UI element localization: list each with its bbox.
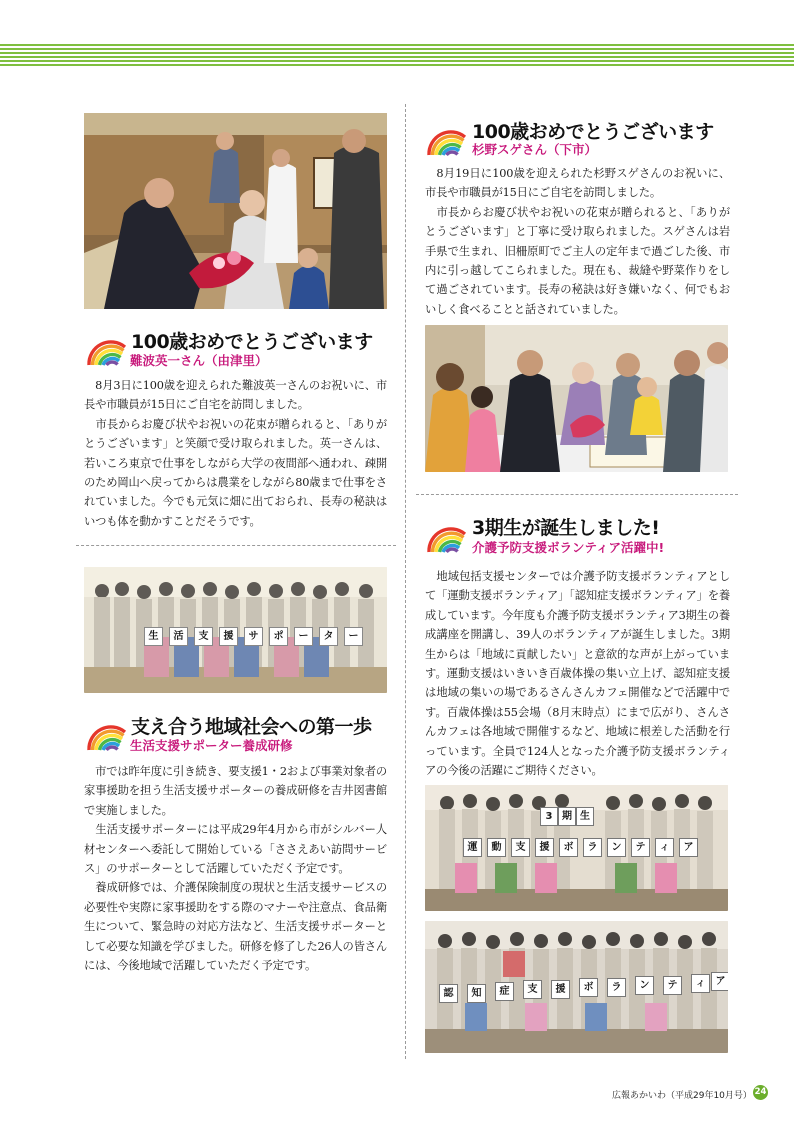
rainbow-icon (85, 708, 129, 752)
page-number: 24 (753, 1085, 768, 1100)
article-subtitle: 難波英一さん（由津里） (130, 353, 268, 368)
header-stripes (0, 44, 794, 66)
sign-card: 援 (551, 980, 570, 999)
article-title: 100歳おめでとうございます (472, 121, 714, 143)
rainbow-icon (425, 510, 469, 554)
sign-card: ア (711, 972, 728, 991)
photo-supporter-group (84, 567, 387, 693)
sign-card: サ (244, 627, 263, 646)
sign-card: 期 (558, 807, 576, 826)
sign-card: 動 (487, 838, 506, 857)
sign-card: 症 (495, 982, 514, 1001)
section-divider-right (416, 494, 738, 495)
sign-card: 援 (535, 838, 554, 857)
sign-card: ボ (579, 978, 598, 997)
sign-card: 生 (576, 807, 594, 826)
article-subtitle: 生活支援サポーター養成研修 (130, 738, 293, 753)
sign-card: 活 (169, 627, 188, 646)
sign-card: ィ (655, 838, 674, 857)
article-body: 8月19日に100歳を迎えられた杉野スゲさんのお祝いに、市長や市職員が15日にご自宅を訪問しました。 市長からお慶び状やお祝いの花束が贈られると、「ありがとうございます」と丁寧に受け取られました。スゲさんは岩手県で生まれ、旧柵原町でご主人の定年まで過ごした後、市内に引っ越してこられました。現在も、裁縫や野菜作りをして過ごされています。長寿の秘訣は好き嫌いなく、何でもおいしく食べることと話されていました。 (425, 167, 730, 316)
sign-card: 知 (467, 984, 486, 1003)
sign-card: ー (344, 627, 363, 646)
sign-card: 支 (523, 980, 542, 999)
sign-card: 3 (540, 807, 558, 826)
photo-sugino-visit (425, 325, 728, 472)
sign-card: 援 (219, 627, 238, 646)
photo-namba-visit (84, 113, 387, 309)
article-title: 3期生が誕生しました! (472, 517, 660, 539)
article-title: 100歳おめでとうございます (131, 331, 373, 353)
sign-card: 生 (144, 627, 163, 646)
sign-card: テ (631, 838, 650, 857)
sign-card: ラ (583, 838, 602, 857)
article-title: 支え合う地域社会への第一歩 (131, 716, 372, 738)
sign-card: ィ (691, 974, 710, 993)
sign-card: 支 (194, 627, 213, 646)
sign-card: 運 (463, 838, 482, 857)
article-body: 地域包括支援センターでは介護予防支援ボランティアとして「運動支援ボランティア」「認知症支援ボランティア」を養成しています。今年度も介護予防支援ボランティア3期生の養成講座を開講し、39人のボランティアが誕生しました。3期生からは「地域に貢献したい」と意欲的な声が上がっています。運動支援はいきいき百歳体操の集い立上げ、認知症支援は地域の集いの場であるさんさんカフェ開催などで活躍中です。百歳体操は55会場（8月末時点）にまで広がり、さんさんカフェは各地域で開催するなど、地域に根差した活動を行っています。全員で124人となった介護予防支援ボランティアの今後の活躍にご期待ください。 (425, 570, 730, 778)
article-subtitle: 介護予防支援ボランティア活躍中! (472, 540, 665, 555)
photo-dementia-volunteers (425, 921, 728, 1053)
sign-card: ア (679, 838, 698, 857)
article-body: 市では昨年度に引き続き、要支援1・2および事業対象者の家事援助を担う生活支援サポーターの養成研修を吉井図書館で実施しました。 生活支援サポーターには平成29年4月から市がシルバー人材センターへ委託して開始している「ささえあい訪問サービス」のサポーターとして活躍していただく予定です。 養成研修では、介護保険制度の現状と生活支援サービスの必要性や実際に家事援助をする際のマナーや注意点、食品衛生について、緊急時の対応方法など、生活支援サポーターとして必要な知識を学びました。研修を修了した26人の皆さんには、今後地域で活躍していただく予定です。 (84, 765, 387, 973)
article-subtitle: 杉野スゲさん（下市） (472, 142, 598, 157)
sign-card: ボ (559, 838, 578, 857)
section-divider-left (76, 545, 396, 546)
footer-publication: 広報あかいわ（平成29年10月号） (612, 1091, 752, 1101)
article-body: 8月3日に100歳を迎えられた難波英一さんのお祝いに、市長や市職員が15日にご自宅を訪問しました。 市長からお慶び状やお祝いの花束が贈られると、「ありがとうございます」と笑顔で受け取られました。英一さんは、若いころ東京で仕事をしながら大学の夜間部へ通われ、疎開のため岡山へ戻ってからは農業をしながら80歳まで仕事をされていました。今でも元気に畑に出ておられ、長寿の秘訣はいつも体を動かすことだそうです。 (84, 379, 387, 528)
sign-card: ン (635, 976, 654, 995)
sign-card: 認 (439, 984, 458, 1003)
sign-card: ポ (269, 627, 288, 646)
sign-card: ラ (607, 978, 626, 997)
sign-card: 支 (511, 838, 530, 857)
column-divider (405, 104, 406, 1059)
sign-card: タ (319, 627, 338, 646)
sign-card: ン (607, 838, 626, 857)
sign-card: ー (294, 627, 313, 646)
sign-card: テ (663, 976, 682, 995)
photo-exercise-volunteers (425, 785, 728, 911)
rainbow-icon (425, 113, 469, 157)
rainbow-icon (85, 323, 129, 367)
